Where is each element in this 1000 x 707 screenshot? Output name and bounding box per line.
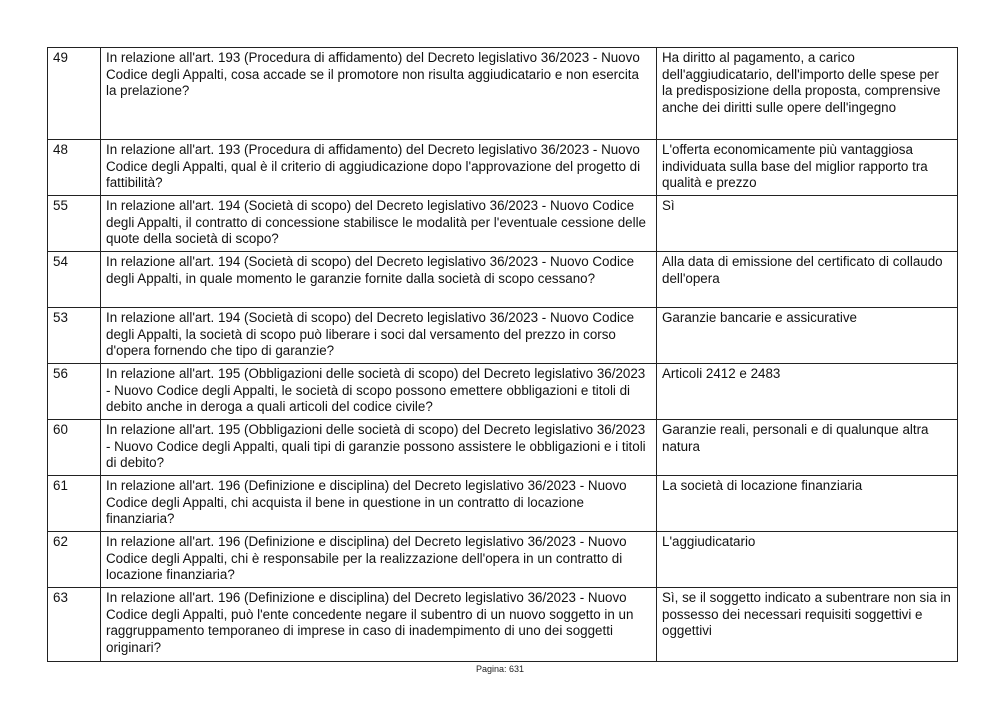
table-row [48, 252, 958, 308]
question-number: 60 [48, 420, 101, 476]
question-number: 55 [48, 196, 101, 252]
question-number: 56 [48, 364, 101, 420]
table-row [48, 196, 958, 252]
answer-text: Articoli 2412 e 2483 [657, 364, 958, 420]
answer-text: Garanzie bancarie e assicurative [657, 308, 958, 364]
answer-text: L'offerta economicamente più vantaggiosa individuata sulla base del miglior rapporto tra qualità e prezzo [657, 140, 958, 196]
qa-table [47, 47, 958, 662]
question-text: In relazione all'art. 195 (Obbligazioni delle società di scopo) del Decreto legislativo 36/2023 - Nuovo Codice degli Appalti, le società di scopo possono emettere obbligazioni e titoli di debito anche in deroga a quali articoli del codice civile? [101, 364, 657, 420]
table-row [48, 588, 958, 662]
table-row [48, 420, 958, 476]
question-text: In relazione all'art. 194 (Società di scopo) del Decreto legislativo 36/2023 - Nuovo Codice degli Appalti, in quale momento le garanzie fornite dalla società di scopo cessano? [101, 252, 657, 308]
question-text: In relazione all'art. 194 (Società di scopo) del Decreto legislativo 36/2023 - Nuovo Codice degli Appalti, il contratto di concessione stabilisce le modalità per l'eventuale cessione delle quote della società di scopo? [101, 196, 657, 252]
question-number: 48 [48, 140, 101, 196]
answer-text: La società di locazione finanziaria [657, 476, 958, 532]
answer-text: L'aggiudicatario [657, 532, 958, 588]
answer-text: Alla data di emissione del certificato di collaudo dell'opera [657, 252, 958, 308]
question-text: In relazione all'art. 196 (Definizione e disciplina) del Decreto legislativo 36/2023 - Nuovo Codice degli Appalti, chi è responsabile per la realizzazione dell'opera in un contratto di locazione finanziaria? [101, 532, 657, 588]
question-text: In relazione all'art. 193 (Procedura di affidamento) del Decreto legislativo 36/2023 - Nuovo Codice degli Appalti, cosa accade se il promotore non risulta aggiudicatario e non esercita la prelazione? [101, 48, 657, 140]
question-number: 53 [48, 308, 101, 364]
answer-text: Garanzie reali, personali e di qualunque altra natura [657, 420, 958, 476]
question-text: In relazione all'art. 195 (Obbligazioni delle società di scopo) del Decreto legislativo 36/2023 - Nuovo Codice degli Appalti, quali tipi di garanzie possono assistere le obbligazioni e i titoli di debito? [101, 420, 657, 476]
question-number: 49 [48, 48, 101, 140]
question-number: 54 [48, 252, 101, 308]
answer-text: Sì [657, 196, 958, 252]
table-row [48, 476, 958, 532]
table-row [48, 48, 958, 140]
table-row [48, 532, 958, 588]
question-text: In relazione all'art. 196 (Definizione e disciplina) del Decreto legislativo 36/2023 - Nuovo Codice degli Appalti, può l'ente concedente negare il subentro di un nuovo soggetto in un raggruppamento temporaneo di imprese in caso di inadempimento di uno dei soggetti originari? [101, 588, 657, 662]
table-row [48, 364, 958, 420]
table-row [48, 308, 958, 364]
question-number: 62 [48, 532, 101, 588]
question-number: 63 [48, 588, 101, 662]
question-text: In relazione all'art. 196 (Definizione e disciplina) del Decreto legislativo 36/2023 - Nuovo Codice degli Appalti, chi acquista il bene in questione in un contratto di locazione finanziaria? [101, 476, 657, 532]
question-text: In relazione all'art. 193 (Procedura di affidamento) del Decreto legislativo 36/2023 - Nuovo Codice degli Appalti, qual è il criterio di aggiudicazione dopo l'approvazione del progetto di fattibilità? [101, 140, 657, 196]
question-number: 61 [48, 476, 101, 532]
answer-text: Ha diritto al pagamento, a carico dell'aggiudicatario, dell'importo delle spese per la predisposizione della proposta, comprensive anche dei diritti sulle opere dell'ingegno [657, 48, 958, 140]
table-row [48, 140, 958, 196]
question-text: In relazione all'art. 194 (Società di scopo) del Decreto legislativo 36/2023 - Nuovo Codice degli Appalti, la società di scopo può liberare i soci dal versamento del prezzo in corso d'opera fornendo che tipo di garanzie? [101, 308, 657, 364]
answer-text: Sì, se il soggetto indicato a subentrare non sia in possesso dei necessari requisiti soggettivi e oggettivi [657, 588, 958, 662]
page-number: Pagina: 631 [475, 664, 525, 674]
